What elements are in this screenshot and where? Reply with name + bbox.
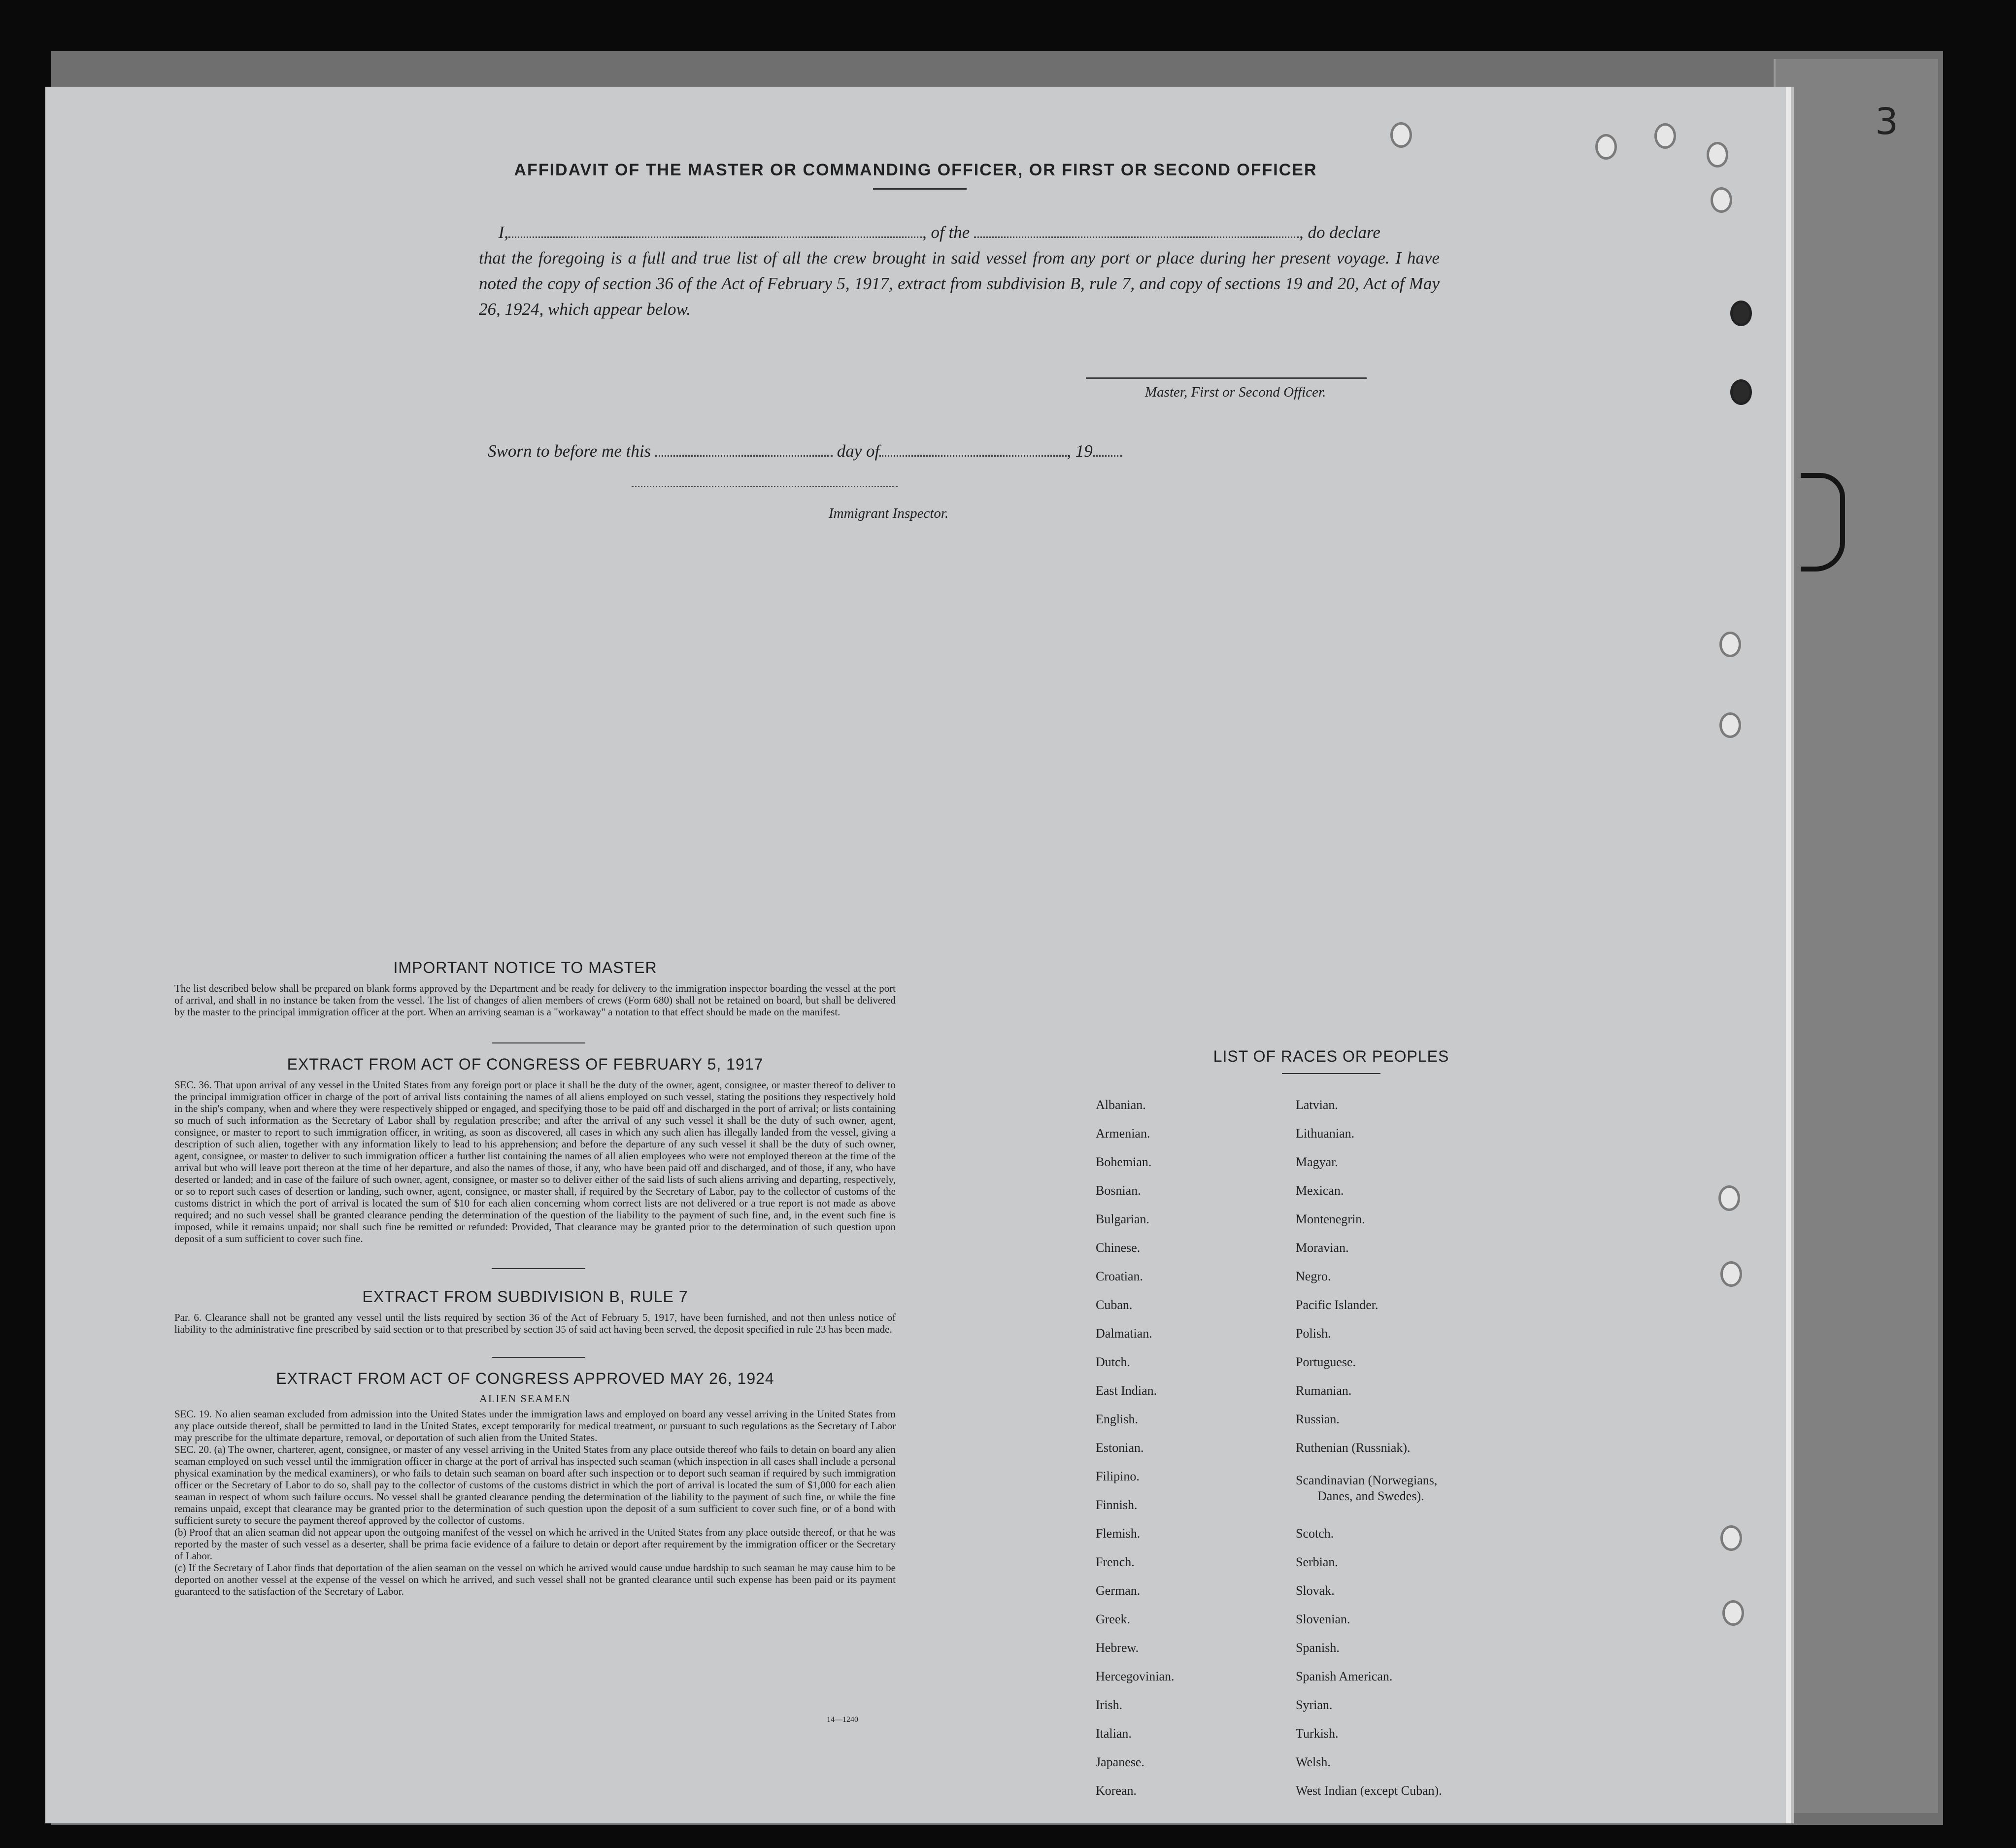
race-item: Slovenian. (1296, 1612, 1350, 1626)
punch-hole (1720, 1261, 1742, 1287)
race-item: Irish. (1096, 1698, 1123, 1712)
race-item: Scotch. (1296, 1526, 1334, 1541)
race-item: Latvian. (1296, 1098, 1338, 1112)
divider (873, 188, 967, 190)
race-item: Albanian. (1096, 1098, 1146, 1112)
master-signature-line[interactable] (1086, 377, 1367, 379)
race-item: Rumanian. (1296, 1383, 1352, 1398)
binder-clip (1801, 473, 1845, 571)
punch-hole (1654, 123, 1676, 149)
affidavit-title: AFFIDAVIT OF THE MASTER OR COMMANDING OFFICER, OR FIRST OR SECOND OFFICER (514, 161, 1317, 179)
divider (492, 1042, 585, 1043)
divider (1282, 1073, 1380, 1074)
race-item: Slovak. (1296, 1583, 1335, 1598)
race-item: Spanish. (1296, 1641, 1340, 1655)
year-blank[interactable] (1093, 441, 1122, 457)
divider (492, 1268, 585, 1269)
punch-hole (1730, 301, 1752, 326)
race-item: Bosnian. (1096, 1183, 1141, 1198)
race-item: Cuban. (1096, 1298, 1133, 1312)
race-item: Moravian. (1296, 1241, 1349, 1255)
inspector-caption: Immigrant Inspector. (829, 505, 949, 521)
race-item: Pacific Islander. (1296, 1298, 1378, 1312)
race-item: Russian. (1296, 1412, 1340, 1426)
race-item: Dutch. (1096, 1355, 1131, 1369)
divider (492, 1357, 585, 1358)
race-item: West Indian (except Cuban). (1296, 1783, 1442, 1798)
alien-seamen-subtitle: ALIEN SEAMEN (479, 1392, 571, 1405)
sworn-line: Sworn to before me this day of , 19 (488, 441, 1122, 461)
punch-hole (1718, 1185, 1740, 1211)
race-item: Scandinavian (Norwegians, (1296, 1473, 1438, 1487)
punch-hole (1720, 1525, 1742, 1551)
punch-hole (1719, 712, 1741, 738)
punch-hole (1390, 122, 1412, 148)
punch-hole (1595, 134, 1617, 160)
race-item: East Indian. (1096, 1383, 1157, 1398)
race-item: Spanish American. (1296, 1669, 1393, 1683)
race-item: French. (1096, 1555, 1135, 1569)
race-item: Syrian. (1296, 1698, 1333, 1712)
race-item: English. (1096, 1412, 1138, 1426)
affidavit-body (479, 220, 1440, 322)
punch-hole (1711, 187, 1732, 213)
extract-1924-text: SEC. 19. No alien seaman excluded from admission into the United States under the immigration laws and employed on board any vessel arriving in the United States from any place outside thereof, shall be permitted to land in the United States, except temporarily for medical treatment, or pursuant to such regulations as the Secretary of Labor may prescribe for the ultimate departure, removal, or deportation of such alien from the United States. SEC. 20. (a) The owner, charterer, agent, consignee, or master of any vessel arriving in the United States from any place outside thereof who fails to detain on board any alien seaman employed on such vessel until the immigration officer in charge at the port of arrival has inspected such seaman (which inspection in all cases shall include a personal physical examination by the medical examiners), or who fails to detain such seaman on board after such inspection or to deport such seaman if required by such immigration officer or the Secretary of Labor to do so, shall pay to the collector of customs of the customs district in which the port of arrival is located the sum of $1,000 for each alien seaman in respect of whom such failure occurs. No vessel shall be granted clearance pending the determination of the liability to the payment of such fine, or while the fine remains unpaid, except that clearance may be granted prior to the determination of such question upon the deposit of a sum sufficient to cover such fine, or of a bond with sufficient surety to secure the payment thereof approved by the collector of customs. (b) Proof that an alien seaman did not appear upon the outgoing manifest of the vessel on which he arrived in the United States from any place outside thereof, or that he was reported by the master of such vessel as a deserter, shall be prima facie evidence of a failure to detain or deport after requirement by the immigration officer or the Secretary of Labor. (c) If the Secretary of Labor finds that deportation of the alien seaman on the vessel on which he arrived would cause undue hardship to such seaman he may cause him to be deported on another vessel at the expense of the vessel on which he arrived, and such vessel shall not be granted clearance until such expense has been paid or its payment guaranteed to the satisfaction of the Secretary of Labor. (174, 1408, 896, 1597)
form-number: 14—1240 (827, 1715, 858, 1724)
race-item: Japanese. (1096, 1755, 1144, 1769)
race-item: Welsh. (1296, 1755, 1331, 1769)
day-blank[interactable] (655, 441, 833, 457)
extract-1924-title: EXTRACT FROM ACT OF CONGRESS APPROVED MAY 26, 1924 (276, 1370, 774, 1387)
punch-hole (1722, 1600, 1744, 1626)
race-item: German. (1096, 1583, 1141, 1598)
race-item: Flemish. (1096, 1526, 1141, 1541)
rule7-text: Par. 6. Clearance shall not be granted any vessel until the lists required by section 36 of the Act of February 5, 1917, have been furnished, and not then unless notice of liability to the administrative fine prescribed by said section or to that prescribed by section 35 of said act having been served, the deposit specified in rule 23 has been made. (174, 1311, 896, 1335)
race-item: Serbian. (1296, 1555, 1338, 1569)
race-item: Armenian. (1096, 1126, 1150, 1141)
affidavit-text: that the foregoing is a full and true list of all the crew brought in said vessel from any port or place during her present voyage. I have noted the copy of section 36 of the Act of February 5, 1917, extract from subdivision B, rule 7, and copy of sections 19 and 20, Act of May 26, 1924, which appear below. (479, 248, 1440, 319)
race-item: Korean. (1096, 1783, 1137, 1798)
backing-sheet-edge (1774, 59, 1938, 1813)
punch-hole (1719, 632, 1741, 657)
race-item: Ruthenian (Russniak). (1296, 1441, 1411, 1455)
race-item: Finnish. (1096, 1498, 1138, 1512)
race-item: Italian. (1096, 1726, 1132, 1741)
race-item: Chinese. (1096, 1241, 1141, 1255)
race-item: Greek. (1096, 1612, 1131, 1626)
extract-1917-title: EXTRACT FROM ACT OF CONGRESS OF FEBRUARY 5, 1917 (287, 1055, 764, 1073)
race-item: Estonian. (1096, 1441, 1144, 1455)
form-page (45, 87, 1791, 1823)
rule7-title: EXTRACT FROM SUBDIVISION B, RULE 7 (362, 1288, 688, 1306)
race-item: Negro. (1296, 1269, 1331, 1283)
race-item: Bohemian. (1096, 1155, 1152, 1169)
race-item: Dalmatian. (1096, 1326, 1152, 1341)
inspector-signature-line[interactable] (632, 486, 898, 487)
race-item-continuation: Danes, and Swedes). (1317, 1489, 1424, 1503)
race-item: Montenegrin. (1296, 1212, 1365, 1226)
race-item: Filipino. (1096, 1469, 1140, 1483)
race-item: Hercegovinian. (1096, 1669, 1175, 1683)
race-item: Bulgarian. (1096, 1212, 1150, 1226)
race-item: Lithuanian. (1296, 1126, 1355, 1141)
notice-title: IMPORTANT NOTICE TO MASTER (393, 959, 657, 976)
master-caption: Master, First or Second Officer. (1145, 384, 1326, 400)
race-item: Hebrew. (1096, 1641, 1139, 1655)
race-item: Mexican. (1296, 1183, 1344, 1198)
race-item: Turkish. (1296, 1726, 1339, 1741)
handwritten-page-number: 3 (1875, 101, 1899, 143)
race-item: Polish. (1296, 1326, 1331, 1341)
notice-text: The list described below shall be prepared on blank forms approved by the Department and be ready for delivery to the immigration inspector boarding the vessel at the port of arrival, and shall in no instance be taken from the vessel. The list of changes of alien members of crews (Form 680) shall not be retained on board, but shall be delivered by the master to the principal immigration officer at the port. When an arriving seaman is a "workaway" a notation to that effect should be made on the manifest. (174, 982, 896, 1018)
race-item: Magyar. (1296, 1155, 1338, 1169)
race-item: Croatian. (1096, 1269, 1143, 1283)
punch-hole (1730, 379, 1752, 405)
affidavit-declaration-line: I, , of the , do declare (498, 223, 1380, 242)
races-title: LIST OF RACES OR PEOPLES (1213, 1047, 1449, 1065)
extract-1917-text: SEC. 36. That upon arrival of any vessel in the United States from any foreign port or place it shall be the duty of the owner, agent, consignee, or master thereof to deliver to the principal immigration officer in charge of the port of arrival lists containing the names of all aliens employed on such vessel, stating the positions they respectively hold in the ship's company, when and where they were respectively shipped or engaged, and specifying those to be paid off and discharged in the port of arrival; or lists containing so much of such information as the Secretary of Labor shall by regulation prescribe; and after the arrival of any such vessel it shall be the duty of such owner, agent, consignee, or master to report to such immigration officer, in writing, as soon as discovered, all cases in which any such alien has illegally landed from the vessel, giving a description of such alien, together with any information likely to lead to his apprehension; and before the departure of any such vessel it shall be the duty of such owner, agent, consignee, or master to deliver to such immigration officer a further list containing the names of all alien employees who were not employed thereon at the time of the arrival but who will leave port thereon at the time of her departure, and also the names of those, if any, who have been paid off and discharged, and of those, if any, who have deserted or landed; and in case of the failure of such owner, agent, consignee, or master so to deliver either of the said lists of such aliens arriving and departing, respectively, or so to report such cases of desertion or landing, such owner, agent, consignee, or master shall, if required by the Secretary of Labor, pay to the collector of customs of the customs district in which the port of arrival is located the sum of $10 for each alien concerning whom correct lists are not delivered or a true report is not made as above required; and no such vessel shall be granted clearance pending the determination of the question of the liability to the payment of such fine, and, in the event such fine is imposed, while it remains unpaid; nor shall such fine be remitted or refunded: Provided, That clearance may be granted prior to the determination of such question upon deposit of a sum sufficient to cover such fine. (174, 1079, 896, 1244)
race-item: Portuguese. (1296, 1355, 1356, 1369)
name-blank[interactable] (508, 223, 922, 238)
vessel-blank[interactable] (974, 223, 1299, 238)
month-blank[interactable] (879, 441, 1067, 457)
